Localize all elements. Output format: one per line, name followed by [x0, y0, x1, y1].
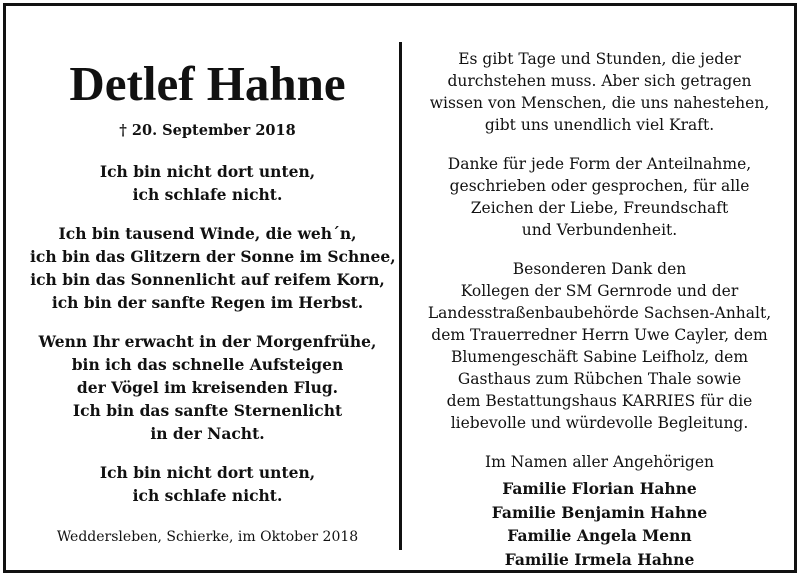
- poem-stanza: [30, 461, 385, 507]
- poem-stanza: [30, 222, 396, 314]
- poem-line: ich bin das Glitzern der Sonne im Schnee,: [30, 247, 396, 266]
- family-name: Familie Angela Menn: [507, 526, 692, 545]
- family-name: Familie Florian Hahne: [502, 479, 697, 498]
- poem-line: der Vögel im kreisenden Flug.: [76, 378, 339, 397]
- poem-line: Ich bin das sanfte Sternenlicht: [72, 401, 343, 420]
- thanks-paragraph: [412, 48, 787, 136]
- poem-line: ich bin der sanfte Regen im Herbst.: [51, 293, 364, 312]
- text-line: Besonderen Dank den: [512, 260, 687, 278]
- text-line: Zeichen der Liebe, Freundschaft: [470, 199, 729, 217]
- text-line: dem Bestattungshaus KARRIES für die: [446, 392, 753, 410]
- place-date: Weddersleben, Schierke, im Oktober 2018: [56, 529, 359, 545]
- poem-line: Ich bin nicht dort unten,: [99, 162, 316, 181]
- text-line: Blumengeschäft Sabine Leifholz, dem: [450, 348, 749, 366]
- poem: [30, 160, 396, 507]
- text-line: Es gibt Tage und Stunden, die jeder: [458, 50, 741, 68]
- poem-line: Ich bin tausend Winde, die weh´n,: [58, 224, 357, 243]
- family-name: Familie Benjamin Hahne: [491, 502, 708, 522]
- left-column: [30, 56, 396, 507]
- text-line: liebevolle und würdevolle Begleitung.: [450, 414, 749, 432]
- family-list: [412, 477, 787, 571]
- text-line: Danke für jede Form der Anteilnahme,: [447, 155, 752, 173]
- text-line: Kollegen der SM Gernrode und der: [460, 282, 739, 300]
- text-line: wissen von Menschen, die uns nahestehen,: [429, 94, 770, 112]
- poem-line: ich bin das Sonnenlicht auf reifem Korn,: [30, 270, 385, 289]
- right-column: [412, 48, 787, 571]
- text-line: dem Trauerredner Herrn Uwe Cayler, dem: [431, 326, 768, 344]
- poem-line: in der Nacht.: [150, 424, 265, 443]
- family-name: Familie Irmela Hahne: [504, 549, 695, 569]
- text-line: durchstehen muss. Aber sich getragen: [447, 72, 752, 90]
- poem-stanza: [30, 160, 385, 206]
- poem-line: bin ich das schnelle Aufsteigen: [71, 355, 344, 374]
- text-line: gibt uns unendlich viel Kraft.: [484, 116, 715, 134]
- text-line: Gasthaus zum Rübchen Thale sowie: [457, 370, 742, 388]
- deceased-name: Detlef Hahne: [69, 56, 346, 111]
- column-divider: [399, 42, 402, 550]
- poem-line: ich schlafe nicht.: [132, 486, 283, 505]
- thanks-paragraph: [412, 153, 787, 241]
- poem-stanza: [30, 330, 385, 445]
- poem-line: Ich bin nicht dort unten,: [99, 463, 316, 482]
- signoff: Im Namen aller Angehörigen: [484, 453, 715, 471]
- poem-line: ich schlafe nicht.: [132, 185, 283, 204]
- death-date: † 20. September 2018: [119, 122, 296, 139]
- thanks-paragraph: [412, 258, 787, 434]
- text-line: und Verbundenheit.: [521, 221, 678, 239]
- text-line: Landesstraßenbaubehörde Sachsen-Anhalt,: [427, 304, 772, 322]
- poem-line: Wenn Ihr erwacht in der Morgenfrühe,: [38, 332, 377, 351]
- text-line: geschrieben oder gesprochen, für alle: [449, 177, 750, 195]
